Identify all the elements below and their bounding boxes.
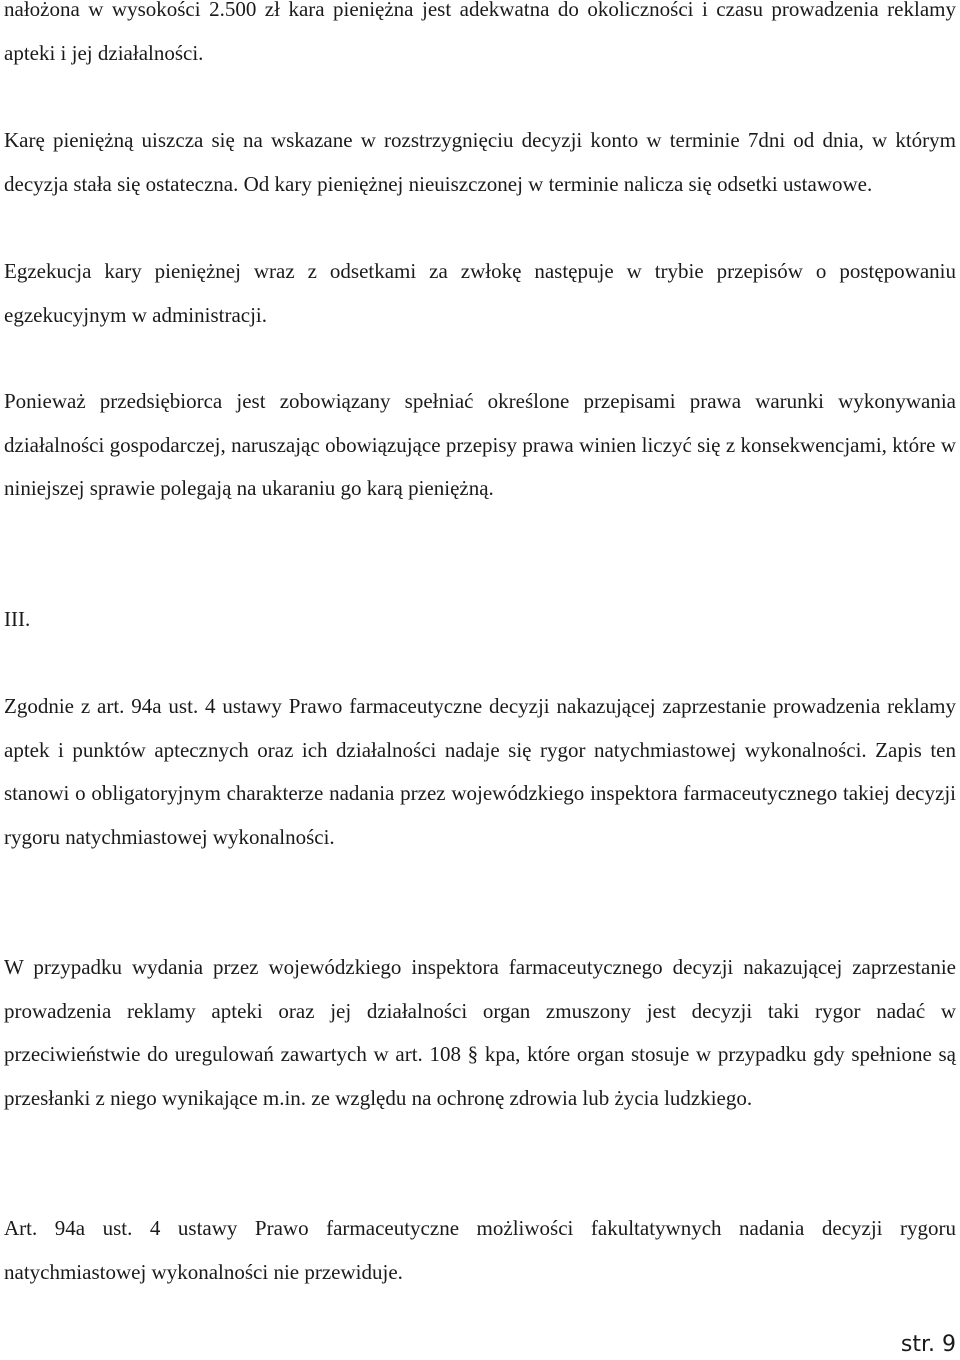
- paragraph-payment-terms: Karę pieniężną uiszcza się na wskazane w rozstrzygnięciu decyzji konto w terminie 7dni od dnia, w którym decyzja stała się ostateczna. Od kary pieniężnej nieuiszczonej w terminie nalicza się odsetki ustawowe.: [4, 128, 956, 196]
- paragraph-penalty-amount: nałożona w wysokości 2.500 zł kara pieniężna jest adekwatna do okoliczności i czasu prowadzenia reklamy apteki i jej działalności.: [4, 0, 956, 65]
- paragraph-mandatory-rigor: W przypadku wydania przez wojewódzkiego inspektora farmaceutycznego decyzji nakazującej zaprzestanie prowadzenia reklamy apteki oraz jej działalności organ zmuszony jest decyzji taki rygor nadać w przeciwieństwie do uregulowań zawartych w art. 108 § kpa, które organ stosuje w przypadku gdy spełnione są przesłanki z niego wynikające m.in. ze względu na ochronę zdrowia lub życia ludzkiego.: [4, 955, 956, 1110]
- paragraph-entrepreneur-obligations: Ponieważ przedsiębiorca jest zobowiązany spełniać określone przepisami prawa warunki wykonywania działalności gospodarczej, naruszając obowiązujące przepisy prawa winien liczyć się z konsekwencjami, które w niniejszej sprawie polegają na ukaraniu go karą pieniężną.: [4, 389, 956, 500]
- paragraph-enforcement: Egzekucja kary pieniężnej wraz z odsetkami za zwłokę następuje w trybie przepisów o postępowaniu egzekucyjnym w administracji.: [4, 259, 956, 327]
- paragraph-no-optional-rigor: Art. 94a ust. 4 ustawy Prawo farmaceutyczne możliwości fakultatywnych nadania decyzji rygoru natychmiastowej wykonalności nie przewiduje.: [4, 1216, 956, 1284]
- paragraph-immediate-enforceability: Zgodnie z art. 94a ust. 4 ustawy Prawo farmaceutyczne decyzji nakazującej zaprzestanie prowadzenia reklamy aptek i punktów aptecznych oraz ich działalności nadaje się rygor natychmiastowej wykonalności. Zapis ten stanowi o obligatoryjnym charakterze nadania przez wojewódzkiego inspektora farmaceutycznego takiej decyzji rygoru natychmiastowej wykonalności.: [4, 694, 956, 849]
- page-number: str. 9: [900, 1332, 956, 1357]
- section-heading-iii: III.: [4, 607, 31, 631]
